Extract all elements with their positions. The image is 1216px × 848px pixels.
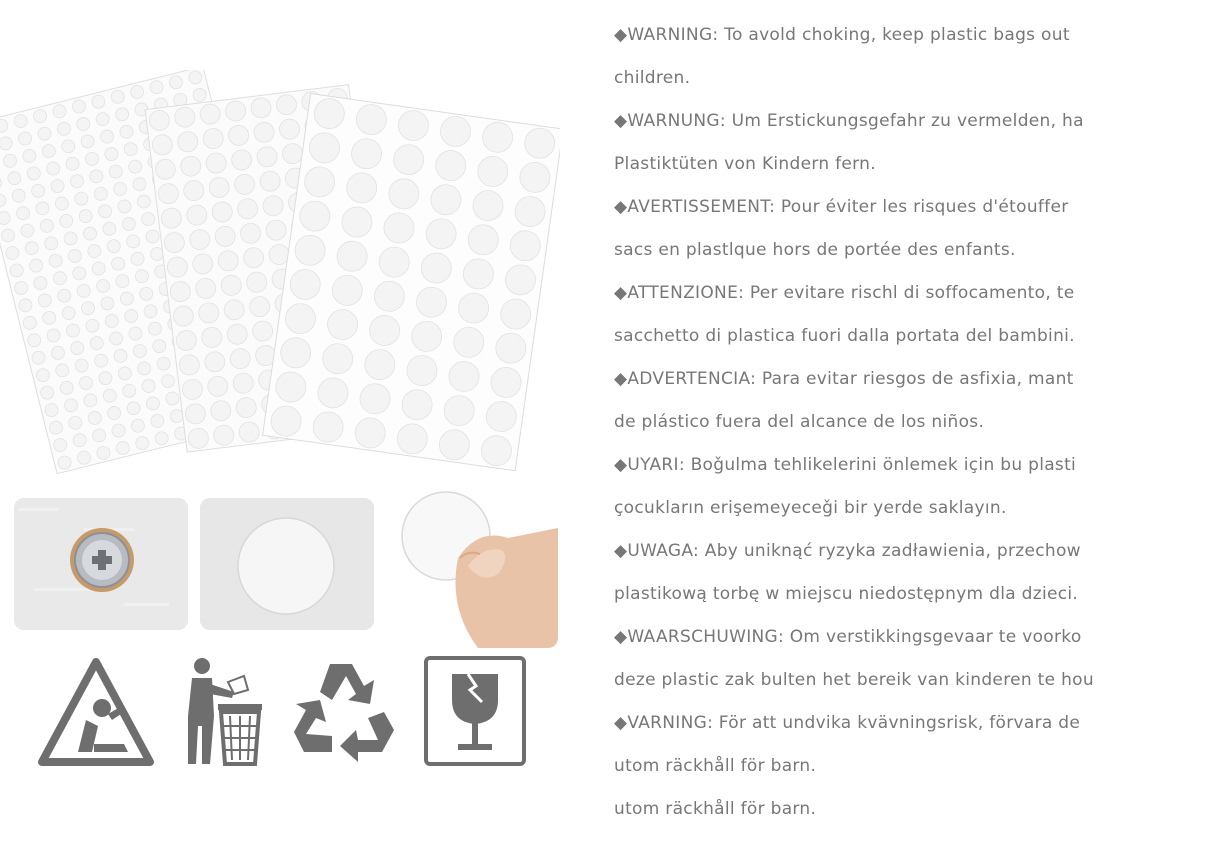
dispose-in-bin-icon: [178, 656, 264, 768]
screw-hole-before-tile: [14, 498, 188, 630]
product-illustration: [0, 0, 600, 848]
warning-line: ◆WARNUNG: Um Erstickungsgefahr zu vermelden, ha: [614, 111, 1084, 131]
screw-hole-covered-tile: [200, 498, 374, 630]
hand-holding-sticker: [398, 488, 558, 648]
warning-line: children.: [614, 68, 691, 88]
warning-line: sacchetto di plastica fuori dalla portata del bambini.: [614, 326, 1075, 346]
choking-warning-icon: [38, 656, 154, 768]
warning-text-panel: [614, 14, 1216, 848]
warning-line: sacs en plastlque hors de portée des enfants.: [614, 240, 1016, 260]
warning-line: deze plastic zak bulten het bereik van kinderen te hou: [614, 670, 1094, 690]
fragile-glass-icon: [424, 656, 526, 766]
warning-line: ◆WARNING: To avold choking, keep plastic bags out: [614, 25, 1070, 45]
warning-line: ◆ATTENZIONE: Per evitare rischl di soffocamento, te: [614, 283, 1075, 303]
sticker-sheets: [0, 70, 560, 490]
warning-line: çocukların erişemeyeceǧi bir yerde saklayın.: [614, 498, 1007, 518]
warning-line: ◆UWAGA: Aby uniknąć ryzyka zadławienia, przechow: [614, 541, 1081, 561]
warning-line-trailing: utom räckhåll för barn.: [614, 799, 817, 819]
warning-line: ◆ADVERTENCIA: Para evitar riesgos de asfixia, mant: [614, 369, 1074, 389]
recycle-icon: [292, 656, 396, 764]
warning-line: ◆WAARSCHUWING: Om verstikkingsgevaar te voorko: [614, 627, 1082, 647]
warning-line: ◆VARNING: För att undvika kvävningsrisk, förvara de: [614, 713, 1081, 733]
sticker-sheet-large: [263, 94, 560, 471]
warning-line: ◆AVERTISSEMENT: Pour éviter les risques d'étouffer: [614, 197, 1069, 217]
warning-line: utom räckhåll för barn.: [614, 756, 817, 776]
warning-line: ◆UYARI: Boǧulma tehlikelerini önlemek için bu plasti: [614, 455, 1077, 475]
warning-line: Plastiktüten von Kindern fern.: [614, 154, 876, 174]
warning-line: de plástico fuera del alcance de los niños.: [614, 412, 985, 432]
warning-line: plastikową torbę w miejscu niedostępnym dla dzieci.: [614, 584, 1079, 604]
